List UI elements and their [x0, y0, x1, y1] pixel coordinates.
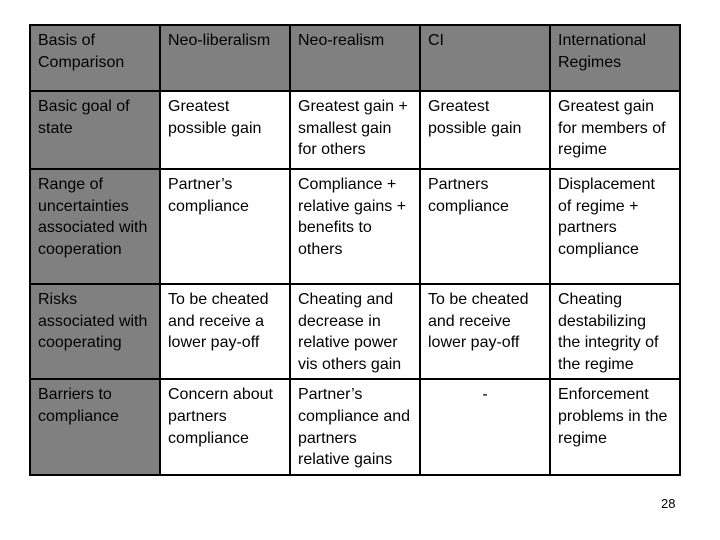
- table-cell: Partner’s compliance: [160, 169, 290, 284]
- row-label-range-of-uncertainties: Range of uncertainties associated with cooperation: [30, 169, 160, 284]
- table-cell: To be cheated and receive a lower pay-off: [160, 284, 290, 379]
- table-cell: Greatest gain + smallest gain for others: [290, 91, 420, 169]
- slide-number: 28: [661, 496, 676, 511]
- table-cell: Cheating destabilizing the integrity of the regime: [550, 284, 680, 379]
- table-cell: Enforcement problems in the regime: [550, 379, 680, 474]
- row-label-basic-goal: Basic goal of state: [30, 91, 160, 169]
- header-ci: CI: [420, 25, 550, 91]
- table-cell: Compliance + relative gains + benefits to others: [290, 169, 420, 284]
- table-row-range-of-uncertainties: [30, 169, 680, 284]
- table-cell: To be cheated and receive lower pay-off: [420, 284, 550, 379]
- table-cell: Partners compliance: [420, 169, 550, 284]
- row-label-barriers: Barriers to compliance: [30, 379, 160, 474]
- header-international-regimes: International Regimes: [550, 25, 680, 91]
- header-neo-realism: Neo-realism: [290, 25, 420, 91]
- header-neo-liberalism: Neo-liberalism: [160, 25, 290, 91]
- table-row-risks: [30, 284, 680, 379]
- comparison-table: [29, 24, 681, 476]
- table-cell: Greatest possible gain: [420, 91, 550, 169]
- table-cell: Partner’s compliance and partners relative gains: [290, 379, 420, 474]
- table-cell: Cheating and decrease in relative power vis others gain: [290, 284, 420, 379]
- table-cell: Greatest gain for members of regime: [550, 91, 680, 169]
- row-label-risks: Risks associated with cooperating: [30, 284, 160, 379]
- table-header-row: [30, 25, 680, 91]
- table-cell: Concern about partners compliance: [160, 379, 290, 474]
- table-cell: Greatest possible gain: [160, 91, 290, 169]
- table-cell: Displacement of regime + partners compliance: [550, 169, 680, 284]
- table-cell: -: [420, 379, 550, 474]
- table-row-basic-goal: [30, 91, 680, 169]
- table-row-barriers: [30, 379, 680, 474]
- header-basis-of-comparison: Basis of Comparison: [30, 25, 160, 91]
